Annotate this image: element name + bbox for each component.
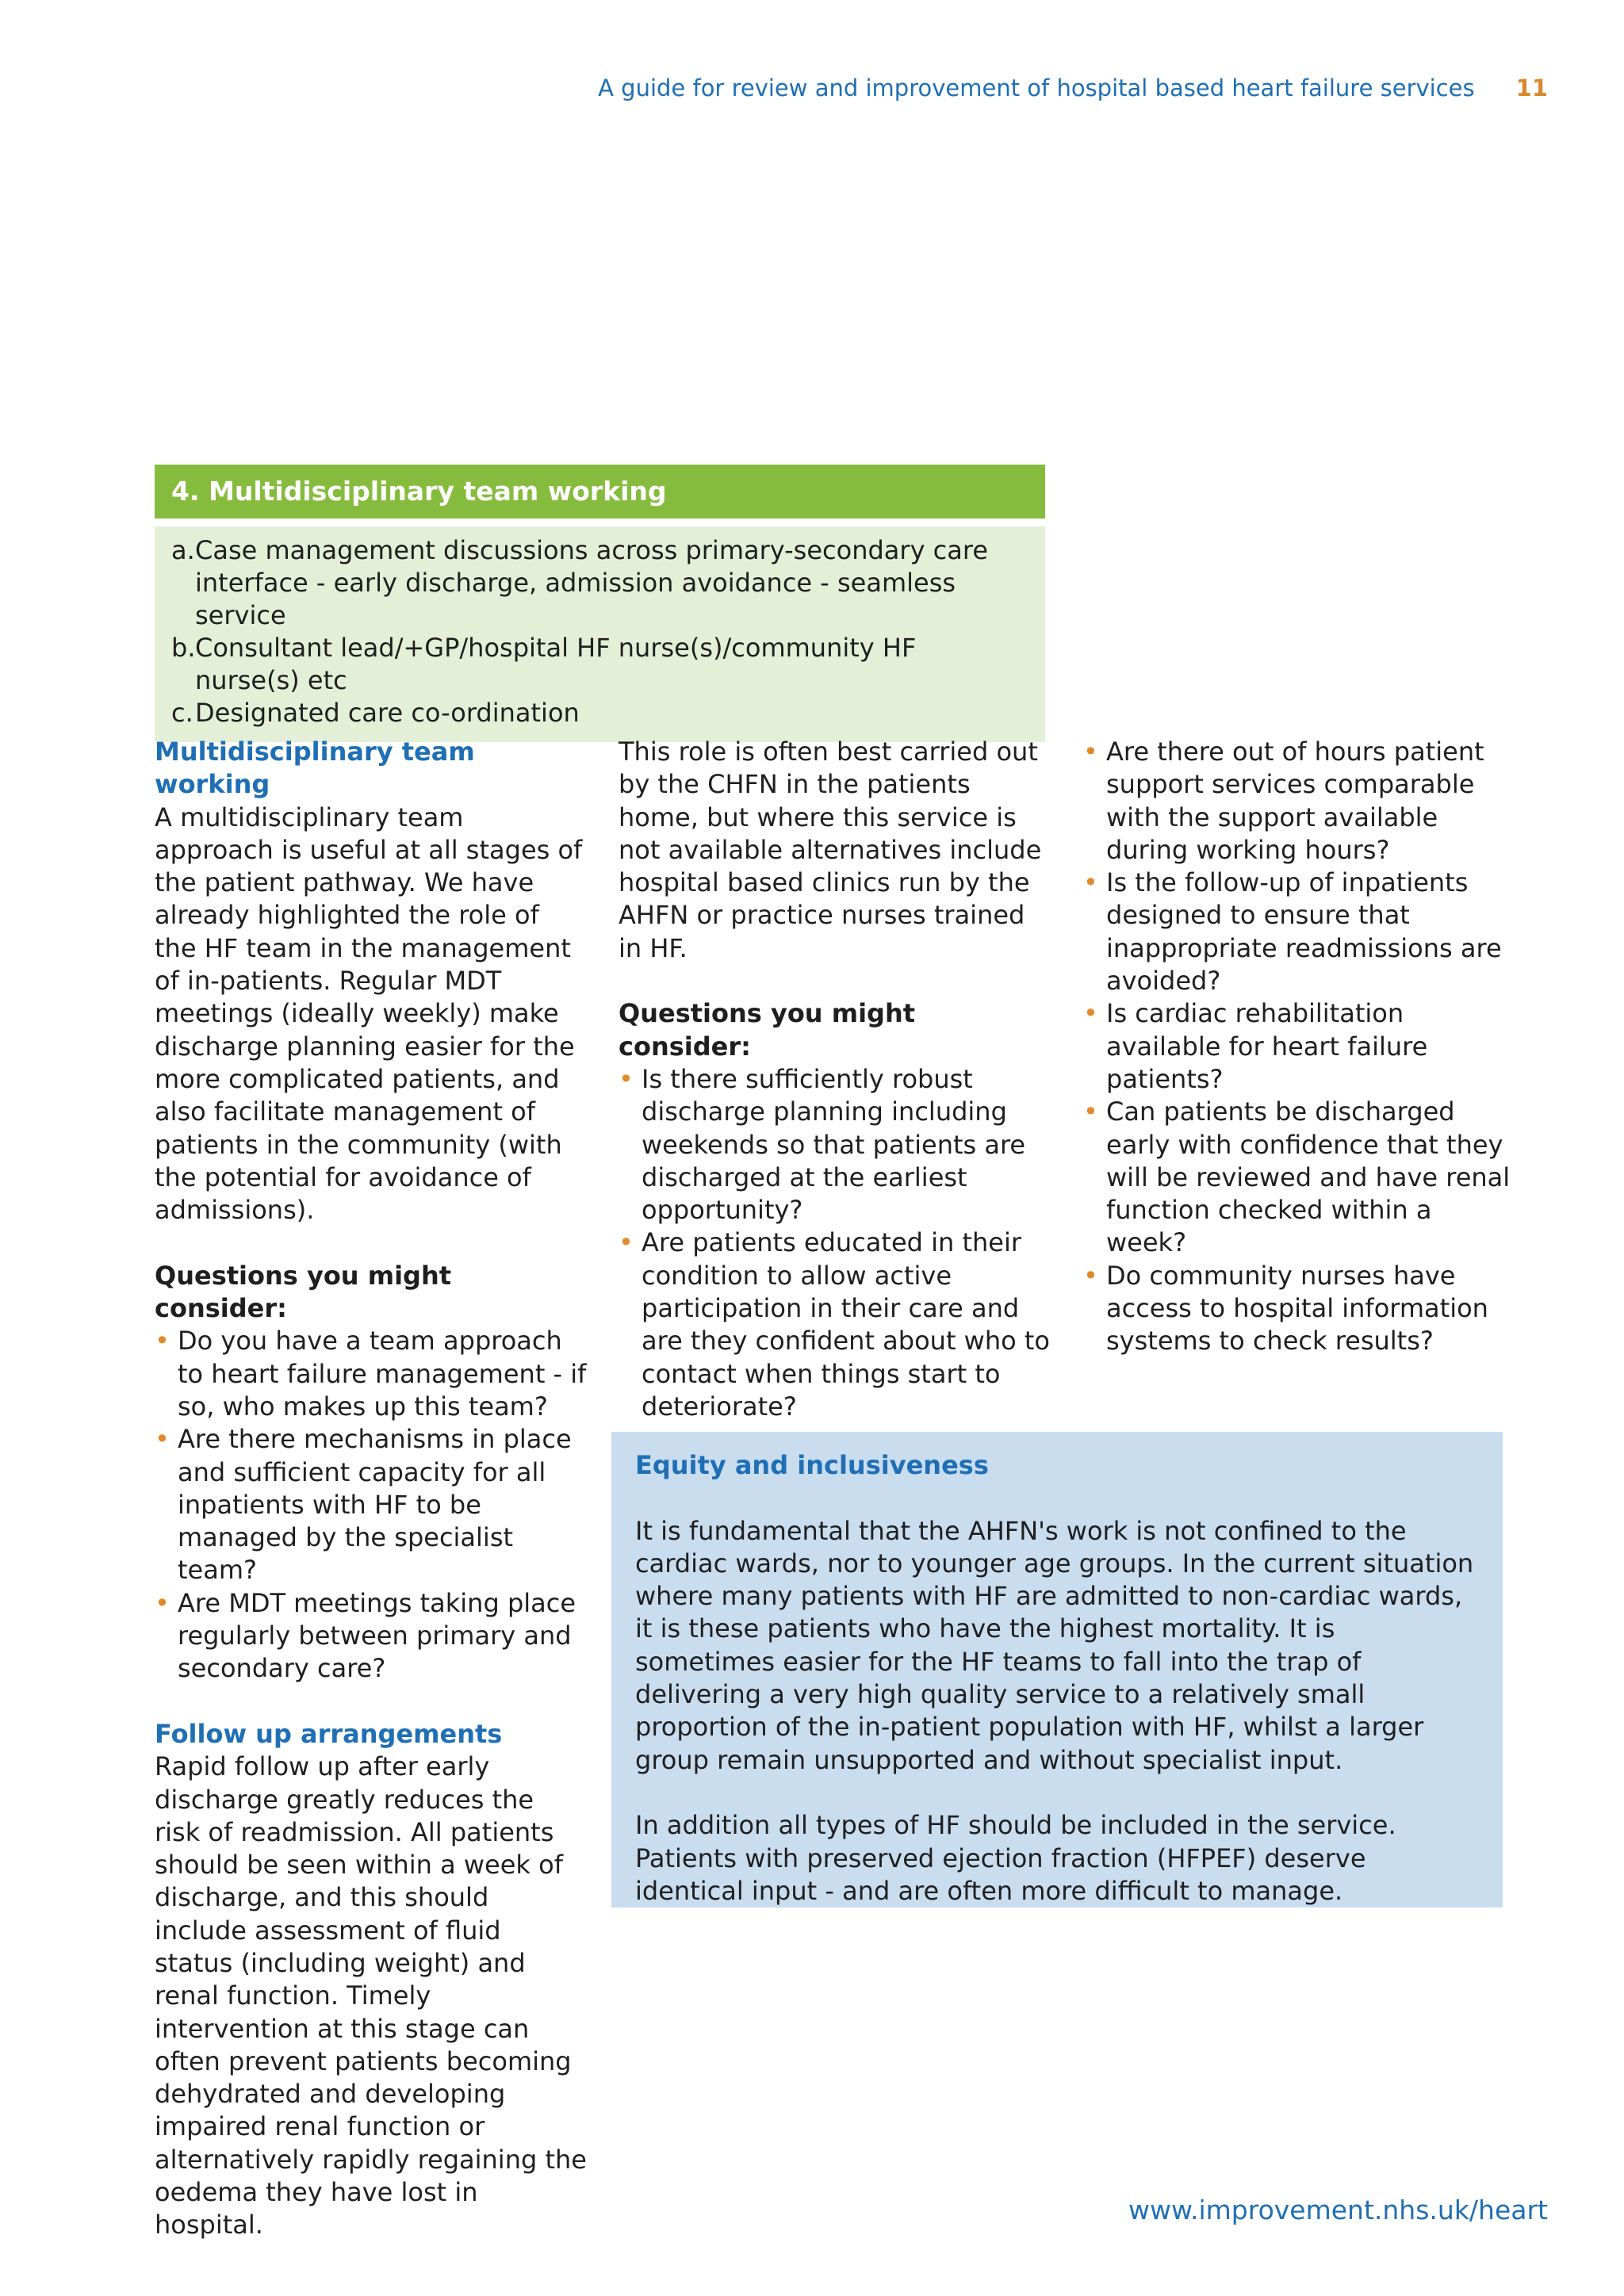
question-item: • Are patients educated in their condition to allow active participation in their care and are they confident about who to contact when things start to deteriorate?	[619, 1226, 1051, 1423]
question-item: • Are there out of hours patient support services comparable with the support available during working hours?	[1083, 736, 1515, 867]
followup-heading: Follow up arrangements	[155, 1718, 503, 1749]
item-text: Designated care co-ordination	[195, 698, 580, 728]
question-item: • Is cardiac rehabilitation available for heart failure patients?	[1083, 997, 1515, 1096]
question-item: • Are there mechanisms in place and sufficient capacity for all inpatients with HF to be managed by the specialist team?	[155, 1423, 587, 1586]
item-letter: c.	[171, 698, 193, 728]
question-list	[155, 1325, 587, 1685]
questions-heading: Questions you might consider:	[155, 1260, 452, 1324]
page-number: 11	[1515, 75, 1548, 101]
equity-callout-box	[611, 1432, 1503, 1908]
followup-body: Rapid follow up after early discharge greatly reduces the risk of readmission. All patients should be seen within a week of discharge, and this should include assessment of fluid status (including weight) and renal function. Timely intervention at this stage can often prevent patients becoming dehydrated and developing impaired renal function or alternatively rapidly regaining the oedema they have lost in hospital.	[155, 1751, 587, 2241]
section-item	[171, 632, 1028, 697]
question-item: • Do you have a team approach to heart failure management - if so, who makes up this team?	[155, 1325, 587, 1423]
section-item	[171, 697, 1028, 729]
equity-heading: Equity and inclusiveness	[635, 1450, 989, 1480]
item-text: Consultant lead/+GP/hospital HF nurse(s)/community HF nurse(s) etc	[195, 633, 917, 695]
section-item-list	[155, 526, 1045, 742]
question-item: • Is there sufficiently robust discharge planning including weekends so that patients are discharged at the earliest opportunity?	[619, 1063, 1051, 1226]
question-item: • Do community nurses have access to hospital information systems to check results?	[1083, 1260, 1515, 1358]
column-1	[155, 736, 587, 2242]
column-2	[619, 736, 1051, 1423]
section-summary-box	[155, 465, 1045, 742]
question-item: • Are MDT meetings taking place regularly between primary and secondary care?	[155, 1587, 587, 1686]
equity-paragraph: It is fundamental that the AHFN's work is not confined to the cardiac wards, nor to younger age groups. In the current situation where many patients with HF are admitted to non-cardiac wards, it is these patients who have the highest mortality. It is sometimes easier for the HF teams to fall into the trap of delivering a very high quality service to a relatively small proportion of the in-patient population with HF, whilst a larger group remain unsupported and without specialist input.	[635, 1515, 1474, 1775]
running-header-title: A guide for review and improvement of hospital based heart failure services	[598, 75, 1475, 101]
question-item: • Is the follow-up of inpatients designed to ensure that inappropriate readmissions are avoided?	[1083, 867, 1515, 997]
column-3	[1083, 736, 1515, 1358]
running-header	[0, 75, 1548, 101]
equity-paragraph: In addition all types of HF should be included in the service. Patients with preserved ejection fraction (HFPEF) deserve identical input - and are often more difficult to manage.	[635, 1810, 1396, 1906]
question-list	[619, 1063, 1051, 1423]
item-letter: a.	[171, 535, 195, 565]
question-item: • Can patients be discharged early with confidence that they will be reviewed and have renal function checked within a week?	[1083, 1096, 1515, 1259]
item-text: Case management discussions across primary-secondary care interface - early discharge, admission avoidance - seamless service	[195, 535, 989, 630]
question-list	[1083, 736, 1515, 1358]
col2-body: This role is often best carried out by the CHFN in the patients home, but where this service is not available alternatives include hospital based clinics run by the AHFN or practice nurses trained in HF.	[619, 737, 1042, 963]
mdt-body: A multidisciplinary team approach is useful at all stages of the patient pathway. We have already highlighted the role of the HF team in the management of in-patients. Regular MDT meetings (ideally weekly) make discharge planning easier for the more complicated patients, and also facilitate management of patients in the community (with the potential for avoidance of admissions).	[155, 802, 583, 1226]
item-letter: b.	[171, 633, 196, 663]
section-item	[171, 534, 1028, 632]
questions-heading: Questions you might consider:	[619, 998, 916, 1062]
mdt-heading: Multidisciplinary team working	[155, 737, 475, 800]
footer-url-link[interactable]: www.improvement.nhs.uk/heart	[1128, 2195, 1548, 2225]
section-title: 4. Multidisciplinary team working	[155, 465, 1045, 519]
